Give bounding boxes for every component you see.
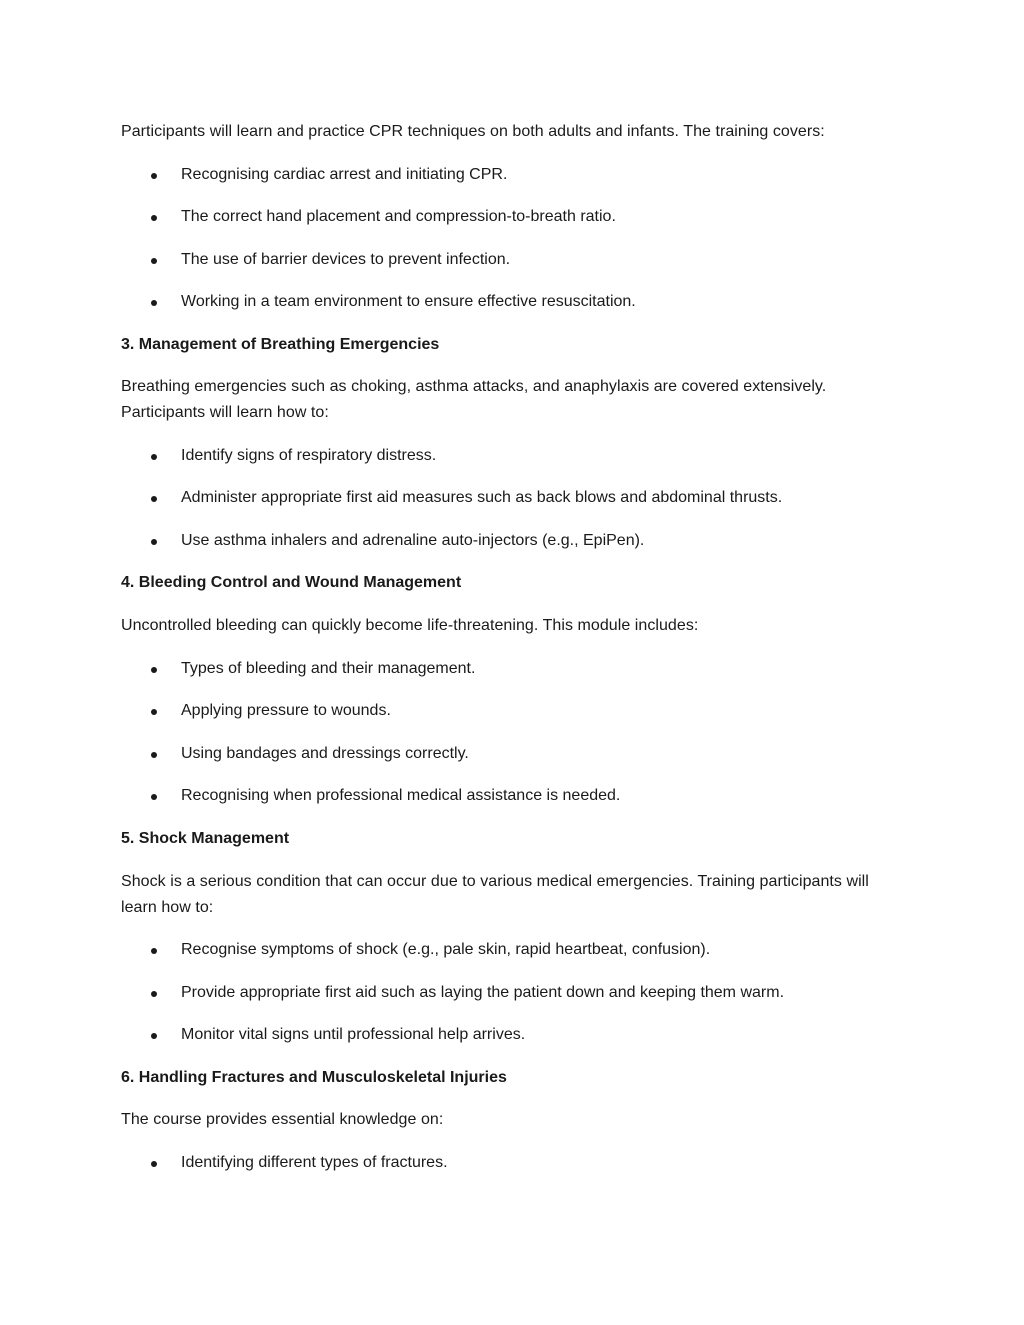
bullet-icon — [151, 300, 157, 306]
section-paragraph-line: Shock is a serious condition that can occur due to various medical emergencies. Training participants will — [121, 873, 869, 890]
section-paragraph-line: Breathing emergencies such as choking, asthma attacks, and anaphylaxis are covered extensively. — [121, 378, 827, 395]
bullet-icon — [151, 948, 157, 954]
list-item-text: Recognise symptoms of shock (e.g., pale skin, rapid heartbeat, confusion). — [181, 941, 711, 958]
list-item-text: Using bandages and dressings correctly. — [181, 745, 469, 762]
section-paragraph: Uncontrolled bleeding can quickly become life-threatening. This module includes: — [121, 617, 699, 634]
list-item — [121, 289, 911, 315]
list-item — [121, 937, 911, 963]
list-item — [121, 485, 911, 511]
bullet-icon — [151, 1161, 157, 1167]
list-item-text: Types of bleeding and their management. — [181, 660, 476, 677]
bullet-icon — [151, 991, 157, 997]
list-item-text: Recognising cardiac arrest and initiating CPR. — [181, 166, 508, 183]
bullet-icon — [151, 215, 157, 221]
list-item-text: The use of barrier devices to prevent infection. — [181, 251, 511, 268]
bullet-icon — [151, 1033, 157, 1039]
section-heading: 5. Shock Management — [121, 830, 290, 847]
list-item — [121, 1150, 911, 1176]
list-item — [121, 528, 911, 554]
section-heading: 6. Handling Fractures and Musculoskeletal Injuries — [121, 1069, 507, 1086]
section-heading: 4. Bleeding Control and Wound Management — [121, 574, 462, 591]
section-paragraph: The course provides essential knowledge on: — [121, 1111, 444, 1128]
list-item-text: Provide appropriate first aid such as laying the patient down and keeping them warm. — [181, 984, 785, 1001]
list-item — [121, 162, 911, 188]
intro-paragraph: Participants will learn and practice CPR techniques on both adults and infants. The training covers: — [121, 123, 825, 140]
list-item — [121, 443, 911, 469]
list-item — [121, 247, 911, 273]
bullet-icon — [151, 173, 157, 179]
list-item-text: Identify signs of respiratory distress. — [181, 447, 437, 464]
list-item — [121, 980, 911, 1006]
list-item — [121, 783, 911, 809]
list-item-text: Applying pressure to wounds. — [181, 702, 391, 719]
section-paragraph-line: learn how to: — [121, 899, 214, 916]
list-item — [121, 204, 911, 230]
list-item-text: Working in a team environment to ensure effective resuscitation. — [181, 293, 636, 310]
bullet-icon — [151, 709, 157, 715]
list-item-text: Recognising when professional medical assistance is needed. — [181, 787, 621, 804]
bullet-icon — [151, 794, 157, 800]
list-item — [121, 741, 911, 767]
bullet-icon — [151, 454, 157, 460]
list-item-text: Identifying different types of fractures. — [181, 1154, 448, 1171]
bullet-icon — [151, 258, 157, 264]
bullet-icon — [151, 539, 157, 545]
list-item-text: The correct hand placement and compression-to-breath ratio. — [181, 208, 616, 225]
list-item-text: Administer appropriate first aid measures such as back blows and abdominal thrusts. — [181, 489, 783, 506]
list-item — [121, 656, 911, 682]
list-item — [121, 1022, 911, 1048]
list-item-text: Use asthma inhalers and adrenaline auto-injectors (e.g., EpiPen). — [181, 532, 645, 549]
list-item — [121, 698, 911, 724]
section-heading: 3. Management of Breathing Emergencies — [121, 336, 440, 353]
bullet-icon — [151, 496, 157, 502]
list-item-text: Monitor vital signs until professional help arrives. — [181, 1026, 526, 1043]
bullet-icon — [151, 752, 157, 758]
bullet-icon — [151, 667, 157, 673]
section-paragraph-line: Participants will learn how to: — [121, 404, 329, 421]
